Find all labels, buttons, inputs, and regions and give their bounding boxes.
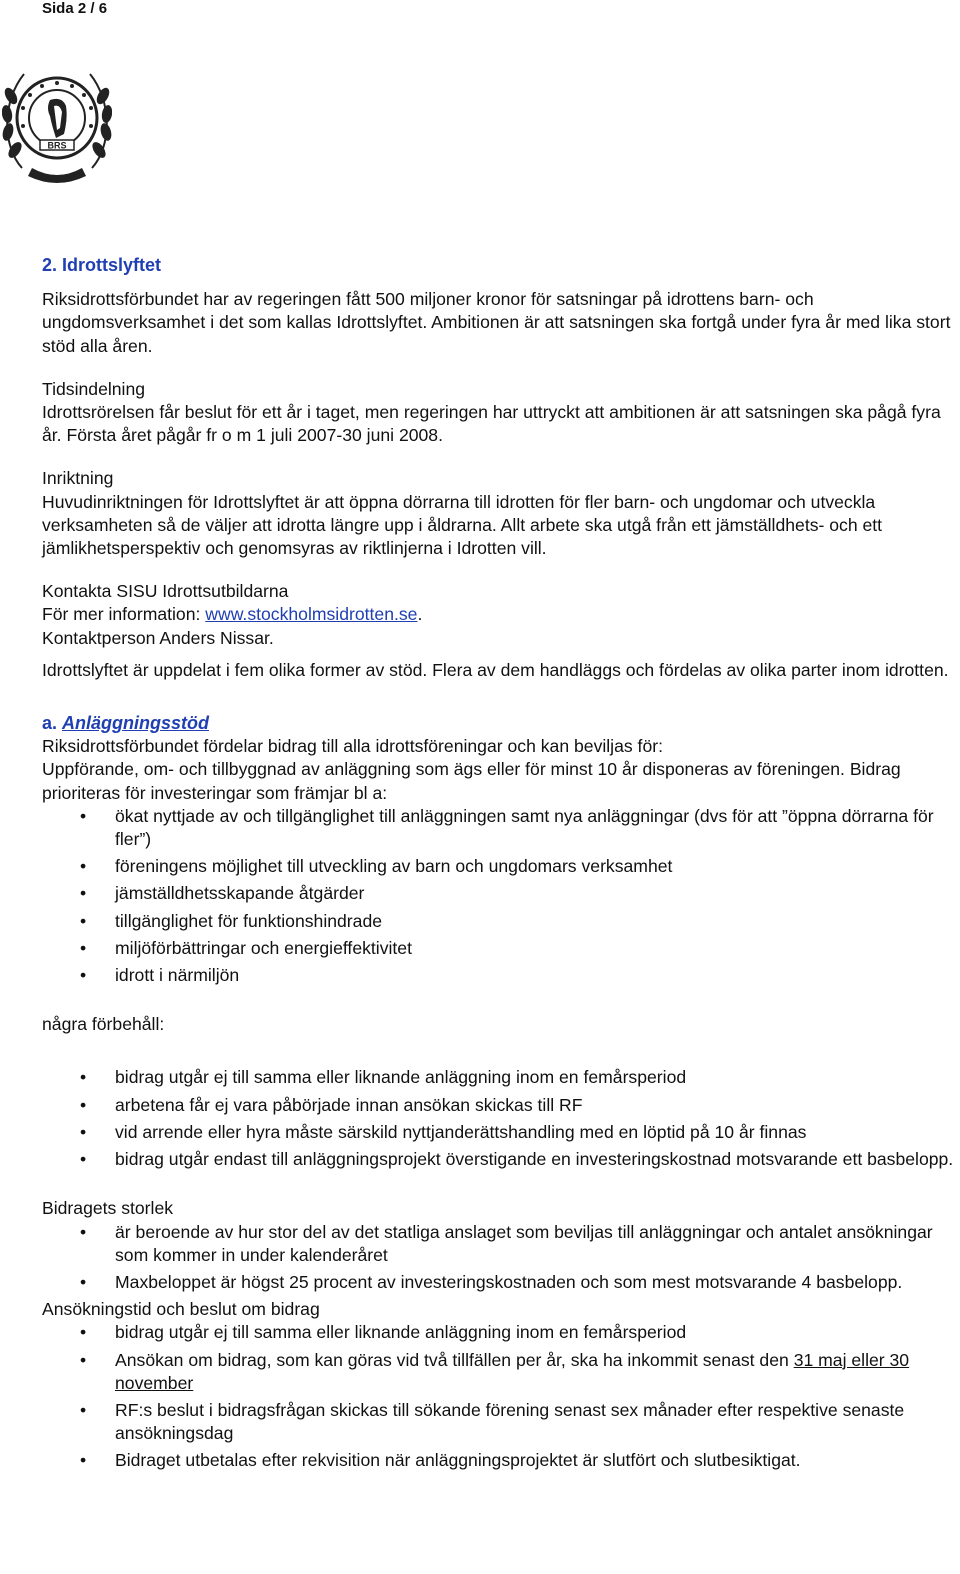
tidsindelning-paragraph: Idrottsrörelsen får beslut för ett år i taget, men regeringen har uttryckt att ambitionen är att satsningen ska pågå fyra år. Första året pågår fr o m 1 juli 2007-30 juni 2008.	[42, 402, 941, 446]
subsection-title	[42, 712, 958, 735]
contact-info-prefix: För mer information:	[42, 604, 206, 625]
document-body	[42, 254, 958, 1477]
list-item	[42, 1349, 958, 1395]
list-item: • jämställdhetsskapande åtgärder	[42, 882, 958, 905]
list-item: • tillgänglighet för funktionshindrade	[42, 910, 958, 933]
logo-abbr: BRS	[47, 140, 67, 151]
list-item: • bidrag utgår ej till samma eller liknande anläggning inom en femårsperiod	[42, 1321, 958, 1344]
contact-info-suffix: .	[417, 604, 423, 625]
deadline-dates: 31 maj eller 30 november	[115, 1349, 910, 1393]
club-crest-logo	[2, 56, 112, 186]
website-link[interactable]: www.stockholmsidrotten.se	[205, 604, 418, 625]
inriktning-paragraph: Huvudinriktningen för Idrottslyftet är att öppna dörrarna till idrotten för fler barn- och ungdomar och utveckla verksamheten så de väljer att idrotta längre upp i åldrarna. Allt arbete ska utgå från ett jämställdhets- och ett jämlikhetsperspektiv och genomsyras av riktlinjerna i Idrotten vill.	[42, 491, 883, 559]
support-forms-paragraph: Idrottslyftet är uppdelat i fem olika former av stöd. Flera av dem handläggs och fördelas av olika parter inom idrotten.	[42, 659, 949, 680]
list-item: • vid arrende eller hyra måste särskild nyttjanderättshandling med en löptid på 10 år finnas	[42, 1121, 958, 1144]
list-item: • bidrag utgår endast till anläggningsprojekt överstigande en investeringskostnad motsvarande ett basbelopp.	[42, 1148, 958, 1171]
list-item: • miljöförbättringar och energieffektivitet	[42, 937, 958, 960]
list-item: • bidrag utgår ej till samma eller liknande anläggning inom en femårsperiod	[42, 1066, 958, 1089]
contact-heading: Kontakta SISU Idrottsutbildarna	[42, 581, 289, 602]
list-item: • ökat nyttjade av och tillgänglighet till anläggningen samt nya anläggningar (dvs för att ”öppna dörrarna för fler”)	[42, 805, 958, 851]
contact-person: Kontaktperson Anders Nissar.	[42, 627, 274, 648]
heading-tidsindelning: Tidsindelning	[42, 378, 146, 399]
page-number: Sida 2 / 6	[42, 0, 108, 17]
list-item: • arbetena får ej vara påbörjade innan ansökan skickas till RF	[42, 1094, 958, 1117]
list-item: • RF:s beslut i bidragsfrågan skickas till sökande förening senast sex månader efter respektive senaste ansökningsdag	[42, 1399, 958, 1445]
list-item: • idrott i närmiljön	[42, 964, 958, 987]
subsection-label: Anläggningsstöd	[62, 713, 210, 734]
reservations-heading: några förbehåll:	[42, 1014, 165, 1035]
deadline-list	[42, 1321, 958, 1472]
deadline-text: Ansökan om bidrag, som kan göras vid två tillfällen per år, ska ha inkommit senast den	[115, 1349, 794, 1370]
contact-info	[42, 603, 958, 626]
subsection-para2: Uppförande, om- och tillbyggnad av anläggning som ägs eller för minst 10 år disponeras av föreningen. Bidrag prioriteras för investeringar som främjar bl a:	[42, 759, 901, 803]
list-item: • föreningens möjlighet till utveckling av barn och ungdomars verksamhet	[42, 855, 958, 878]
size-heading: Bidragets storlek	[42, 1198, 174, 1219]
intro-paragraph: Riksidrottsförbundet har av regeringen fått 500 miljoner kronor för satsningar på idrottens barn- och ungdomsverksamhet i det som kallas Idrottslyftet. Ambitionen är att satsningen ska fortgå under fyra år med lika stort stöd alla åren.	[42, 289, 951, 356]
list-item: • Maxbeloppet är högst 25 procent av investeringskostnaden och som mest motsvarande 4 basbelopp.	[42, 1271, 958, 1294]
list-item: • är beroende av hur stor del av det statliga anslaget som beviljas till anläggningar och antalet ansökningar som kommer in under kalenderåret	[42, 1221, 958, 1267]
reservations-list	[42, 1066, 958, 1171]
deadline-heading: Ansökningstid och beslut om bidrag	[42, 1299, 320, 1320]
size-list	[42, 1221, 958, 1295]
heading-inriktning: Inriktning	[42, 468, 114, 489]
subsection-para1: Riksidrottsförbundet fördelar bidrag till alla idrottsföreningar och kan beviljas för:	[42, 736, 663, 757]
subsection-letter: a.	[42, 713, 58, 734]
list-item: • Bidraget utbetalas efter rekvisition när anläggningsprojektet är slutfört och slutbesiktigat.	[42, 1449, 958, 1472]
priorities-list	[42, 805, 958, 987]
section-title: 2. Idrottslyftet	[42, 255, 162, 275]
